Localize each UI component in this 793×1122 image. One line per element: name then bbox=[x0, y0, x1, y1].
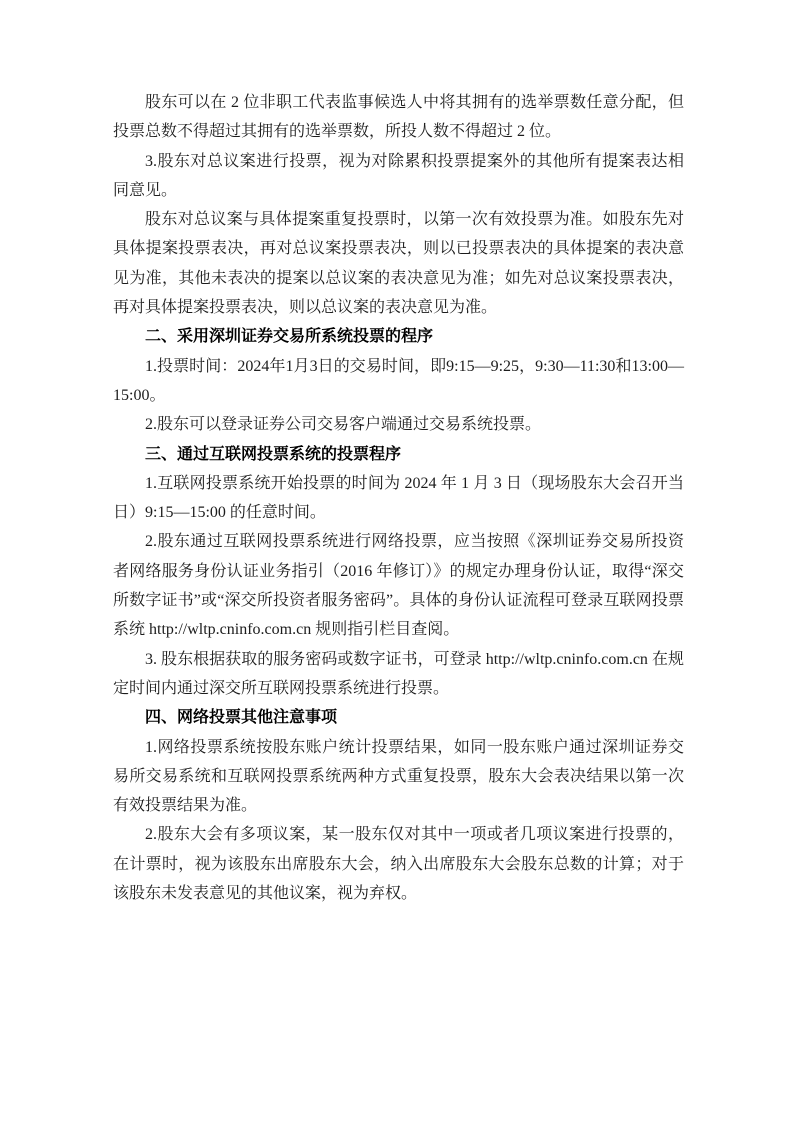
paragraph: 1.投票时间：2024年1月3日的交易时间，即9:15—9:25，9:30—11:30和13:00—15:00。 bbox=[113, 357, 684, 404]
section-heading-3: 三、通过互联网投票系统的投票程序 bbox=[145, 445, 402, 463]
paragraph: 1.网络投票系统按股东账户统计投票结果，如同一股东账户通过深圳证券交易所交易系统和互联网投票系统两种方式重复投票，股东大会表决结果以第一次有效投票结果为准。 bbox=[113, 738, 684, 815]
document-content bbox=[113, 88, 684, 908]
paragraph: 3.股东对总议案进行投票，视为对除累积投票提案外的其他所有提案表达相同意见。 bbox=[113, 152, 684, 199]
paragraph: 股东可以在 2 位非职工代表监事候选人中将其拥有的选举票数任意分配，但投票总数不得超过其拥有的选举票数，所投人数不得超过 2 位。 bbox=[113, 94, 684, 141]
paragraph: 股东对总议案与具体提案重复投票时，以第一次有效投票为准。如股东先对具体提案投票表决，再对总议案投票表决，则以已投票表决的具体提案的表决意见为准，其他未表决的提案以总议案的表决意见为准；如先对总议案投票表决，再对具体提案投票表决，则以总议案的表决意见为准。 bbox=[113, 211, 684, 317]
section-heading-4: 四、网络投票其他注意事项 bbox=[145, 709, 338, 727]
paragraph: 3. 股东根据获取的服务密码或数字证书，可登录 http://wltp.cninfo.com.cn 在规定时间内通过深交所互联网投票系统进行投票。 bbox=[113, 650, 684, 697]
paragraph: 1.互联网投票系统开始投票的时间为 2024 年 1 月 3 日（现场股东大会召开当日）9:15—15:00 的任意时间。 bbox=[113, 474, 684, 522]
paragraph: 2.股东大会有多项议案，某一股东仅对其中一项或者几项议案进行投票的，在计票时，视为该股东出席股东大会，纳入出席股东大会股东总数的计算；对于该股东未发表意见的其他议案，视为弃权。 bbox=[113, 826, 684, 903]
paragraph: 2.股东可以登录证券公司交易客户端通过交易系统投票。 bbox=[145, 416, 542, 434]
paragraph: 2.股东通过互联网投票系统进行网络投票，应当按照《深圳证券交易所投资者网络服务身份认证业务指引（2016 年修订）》的规定办理身份认证，取得“深交所数字证书”或“深交所投资者服务密码”。具体的身份认证流程可登录互联网投票系统 http://wltp.cninfo.com.cn 规则指引栏目查阅。 bbox=[113, 533, 684, 639]
section-heading-2: 二、采用深圳证券交易所系统投票的程序 bbox=[145, 328, 434, 346]
